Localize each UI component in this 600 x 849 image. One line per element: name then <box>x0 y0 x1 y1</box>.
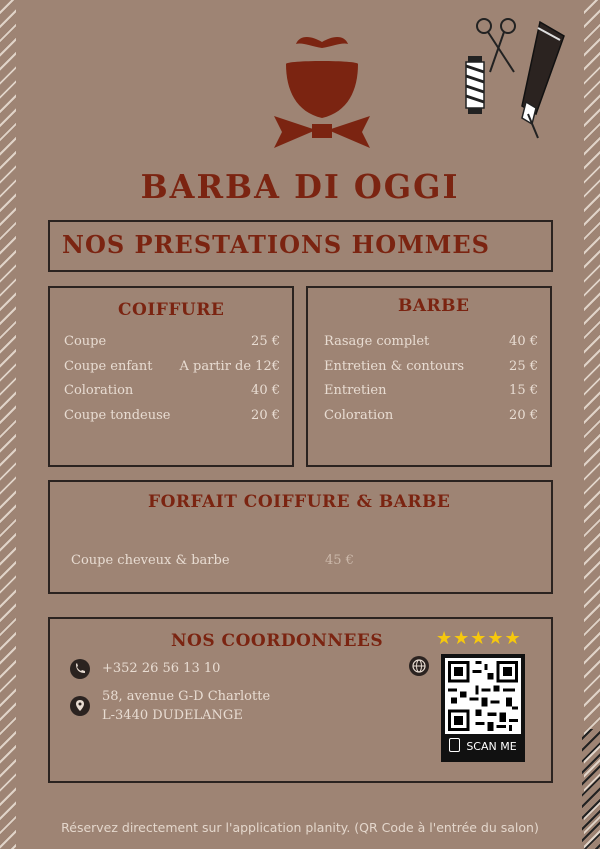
service-label: Rasage complet <box>324 334 430 349</box>
service-label: Coloration <box>324 408 394 423</box>
barbe-section <box>306 286 552 467</box>
service-price: 40 € <box>509 334 538 349</box>
service-price: 25 € <box>509 359 538 374</box>
phone-scan-icon <box>449 738 460 752</box>
service-price: 15 € <box>509 383 538 398</box>
forfait-section <box>48 480 553 594</box>
service-label: Coupe enfant <box>64 359 153 374</box>
footer-note: Réservez directement sur l'application planity. (QR Code à l'entrée du salon) <box>61 820 539 835</box>
barber-tools-icon <box>460 14 572 139</box>
address-line-1: 58, avenue G-D Charlotte <box>102 689 271 704</box>
qr-code-card[interactable] <box>441 654 525 762</box>
rating-stars: ★★★★★ <box>436 628 522 649</box>
service-price: 20 € <box>509 408 538 423</box>
right-stripe-border <box>584 0 600 849</box>
clipper-icon <box>522 22 564 138</box>
barber-pole-icon <box>466 56 484 114</box>
coiffure-section <box>48 286 294 467</box>
brand-name: BARBA DI OGGI <box>140 167 460 207</box>
phone-icon <box>70 659 90 679</box>
globe-icon[interactable] <box>409 656 429 676</box>
contact-title: NOS COORDONNEES <box>171 631 384 651</box>
address-line-2: L-3440 DUDELANGE <box>102 708 243 723</box>
service-label: Entretien <box>324 383 387 398</box>
service-label: Coupe tondeuse <box>64 408 171 423</box>
service-price: A partir de 12€ <box>179 359 280 374</box>
location-pin-icon <box>70 696 90 716</box>
forfait-title: FORFAIT COIFFURE & BARBE <box>148 492 451 512</box>
qr-code-icon <box>445 658 521 734</box>
service-price: 25 € <box>251 334 280 349</box>
service-label: Coupe <box>64 334 107 349</box>
service-price: 20 € <box>251 408 280 423</box>
service-price: 40 € <box>251 383 280 398</box>
phone-number[interactable]: +352 26 56 13 10 <box>102 661 221 676</box>
page-title: NOS PRESTATIONS HOMMES <box>62 230 490 259</box>
service-label: Entretien & contours <box>324 359 465 374</box>
barbe-title: BARBE <box>398 296 470 316</box>
service-label: Coloration <box>64 383 134 398</box>
coiffure-title: COIFFURE <box>118 300 225 320</box>
service-label: Coupe cheveux & barbe <box>71 553 230 568</box>
left-stripe-border <box>0 0 16 849</box>
title-box <box>48 220 553 272</box>
scan-me-label: SCAN ME <box>441 738 525 753</box>
mustache-beard-logo-icon <box>272 30 372 160</box>
service-price: 45 € <box>325 553 354 568</box>
